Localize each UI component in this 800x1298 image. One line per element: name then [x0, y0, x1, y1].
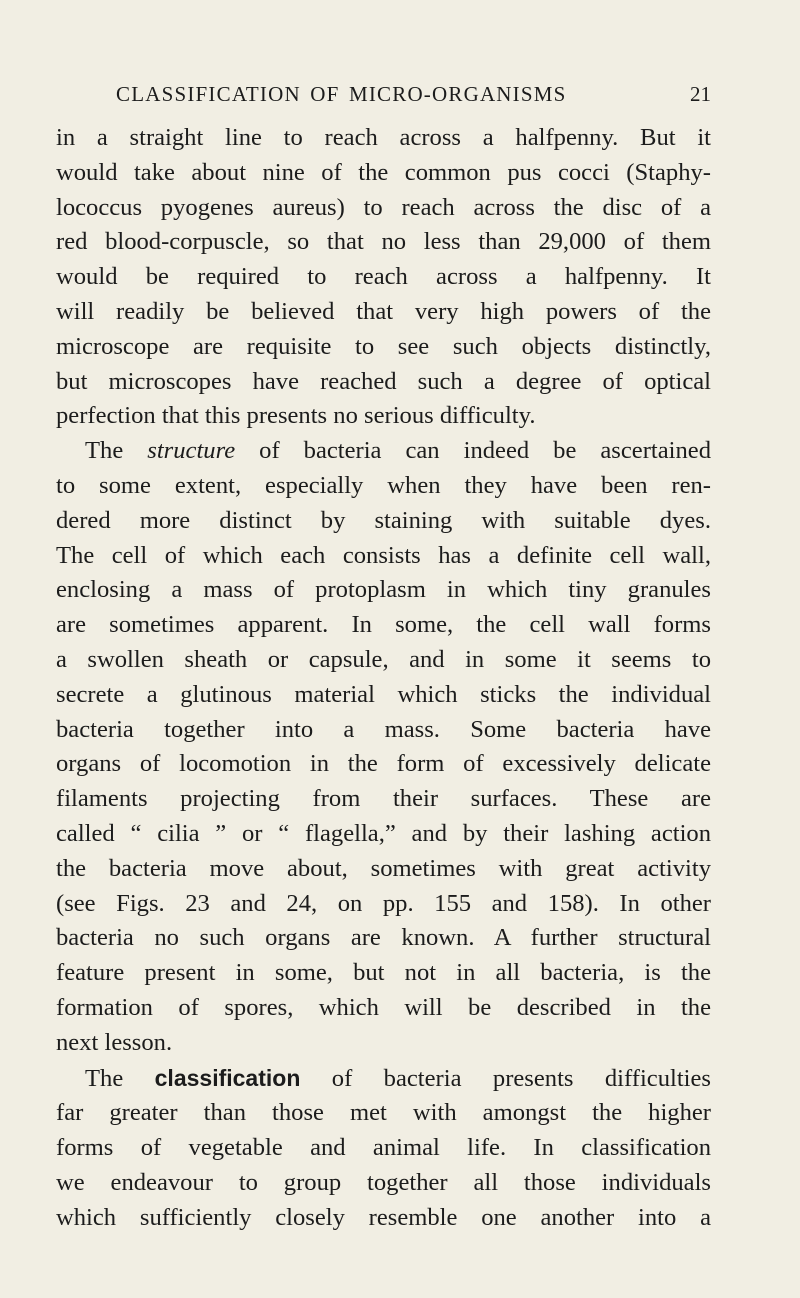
text-run: The	[85, 437, 148, 465]
text-line: microscope are requisite to see such objects distinctly,	[56, 332, 711, 360]
text-line: we endeavour to group together all those individuals	[56, 1168, 711, 1196]
text-line: which sufficiently closely resemble one another into a	[56, 1203, 711, 1231]
book-page	[56, 82, 711, 1236]
text-line: organs of locomotion in the form of excessively delicate	[56, 750, 711, 778]
text-line: forms of vegetable and animal life. In classification	[56, 1134, 711, 1162]
text-line: lococcus pyogenes aureus) to reach across the disc of a	[56, 193, 711, 221]
text-run: of bacteria can indeed be ascertained	[235, 437, 711, 465]
text-line: secrete a glutinous material which sticks the individual	[56, 680, 711, 708]
text-line: will readily be believed that very high powers of the	[56, 297, 711, 325]
paragraph-start-line	[56, 1061, 711, 1097]
text-line: next lesson.	[56, 1028, 173, 1056]
text-line: bacteria together into a mass. Some bacteria have	[56, 715, 711, 743]
text-line: (see Figs. 23 and 24, on pp. 155 and 158). In other	[56, 889, 711, 917]
running-title: CLASSIFICATION OF MICRO-ORGANISMS	[116, 82, 567, 106]
text-line: The cell of which each consists has a definite cell wall,	[56, 541, 711, 569]
emphasized-term: structure	[147, 437, 236, 465]
text-line: bacteria no such organs are known. A further structural	[56, 924, 711, 952]
body-text	[56, 121, 711, 1236]
text-line: far greater than those met with amongst the higher	[56, 1099, 711, 1127]
text-line: in a straight line to reach across a halfpenny. But it	[56, 124, 711, 151]
paragraph-start-line	[56, 434, 711, 469]
text-line: the bacteria move about, sometimes with great activity	[56, 854, 711, 882]
text-line: formation of spores, which will be described in the	[56, 993, 711, 1021]
page-number: 21	[690, 82, 711, 106]
text-line: filaments projecting from their surfaces. These are	[56, 785, 711, 813]
text-line: to some extent, especially when they have been ren-	[56, 471, 711, 499]
text-run: of bacteria presents difficulties	[300, 1064, 711, 1092]
text-line: called “ cilia ” or “ flagella,” and by their lashing action	[56, 819, 711, 847]
running-head	[56, 82, 711, 116]
text-line: dered more distinct by staining with suitable dyes.	[56, 506, 711, 534]
text-line: a swollen sheath or capsule, and in some it seems to	[56, 645, 711, 673]
text-line: red blood-corpuscle, so that no less than 29,000 of them	[56, 228, 711, 256]
text-run: The	[85, 1064, 155, 1092]
text-line: but microscopes have reached such a degree of optical	[56, 367, 711, 395]
emphasized-term: classification	[154, 1064, 301, 1091]
text-line: are sometimes apparent. In some, the cell wall forms	[56, 611, 711, 639]
text-line: perfection that this presents no serious difficulty.	[56, 402, 536, 430]
text-line: would take about nine of the common pus cocci (Staphy-	[56, 158, 711, 186]
text-line: would be required to reach across a halfpenny. It	[56, 263, 711, 291]
text-line: enclosing a mass of protoplasm in which tiny granules	[56, 576, 711, 604]
text-line: feature present in some, but not in all bacteria, is the	[56, 959, 711, 987]
